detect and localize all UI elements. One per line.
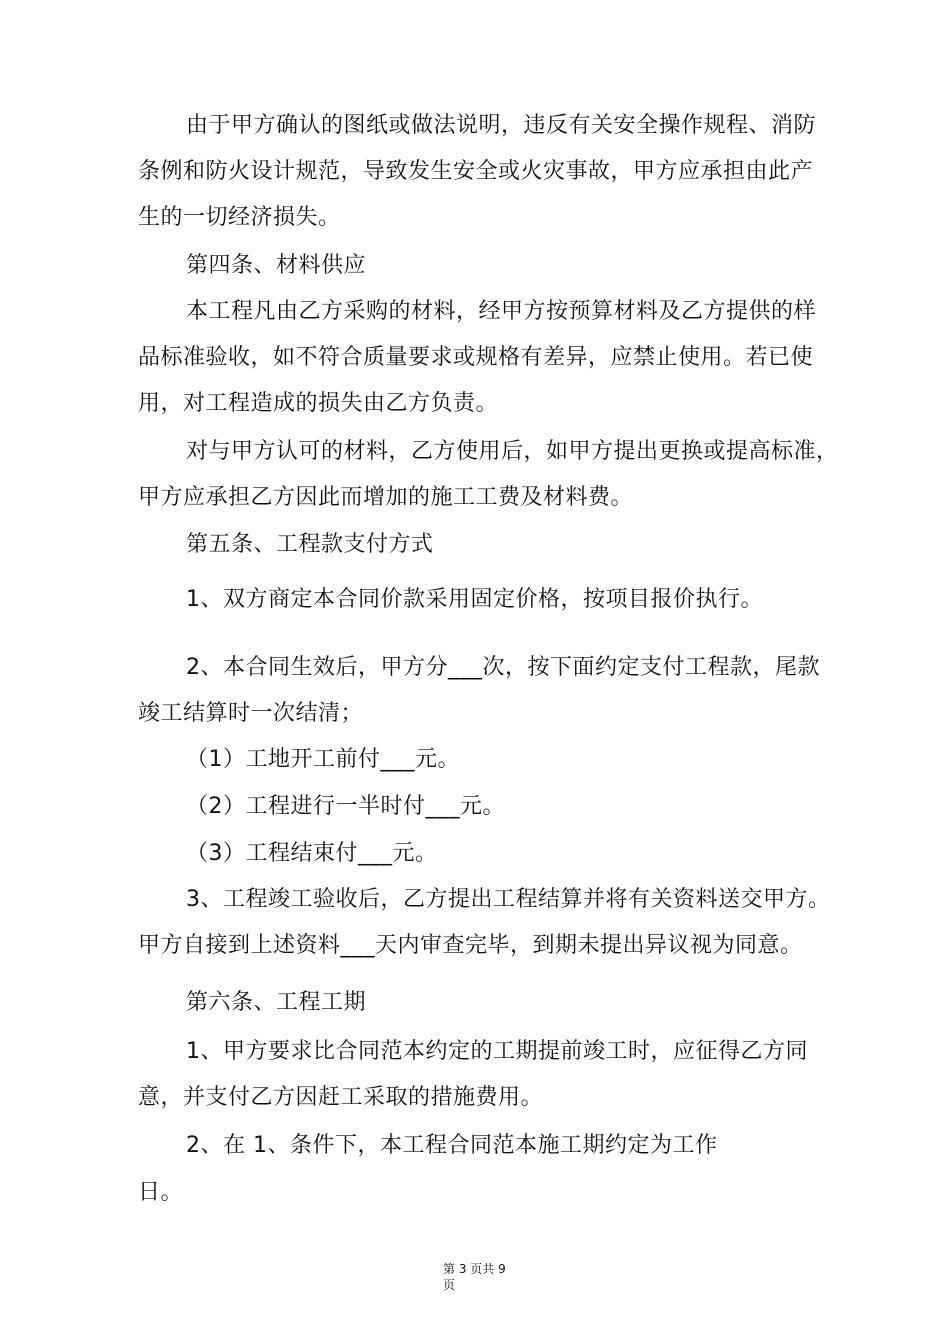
page-number: 第 3 页共 9 [443, 1262, 506, 1276]
paragraph-line: 1、双方商定本合同价款采用固定价格，按项目报价执行。 [186, 587, 763, 612]
paragraph-line: 意，并支付乙方因赶工采取的措施费用。 [138, 1085, 544, 1110]
paragraph-line: 对与甲方认可的材料，乙方使用后，如甲方提出更换或提高标准， [186, 439, 839, 464]
paragraph-line: 用，对工程造成的损失由乙方负责。 [138, 391, 499, 416]
paragraph-line: 3、工程竣工验收后，乙方提出工程结算并将有关资料送交甲方。 [186, 887, 831, 912]
section-heading: 第六条、工程工期 [186, 990, 367, 1015]
paragraph-line: 2、本合同生效后，甲方分___次，按下面约定支付工程款，尾款 [186, 655, 820, 680]
page-number-continued: 页 [443, 1278, 456, 1292]
paragraph-line: 日。 [138, 1180, 184, 1205]
paragraph-line: 竣工结算时一次结清； [138, 701, 364, 726]
paragraph-line: 本工程凡由乙方采购的材料，经甲方按预算材料及乙方提供的样 [186, 299, 817, 324]
paragraph-line: 生的一切经济损失。 [138, 205, 341, 230]
list-item: （3）工程结束付___元。 [186, 841, 438, 866]
paragraph-line: 条例和防火设计规范，导致发生安全或火灾事故，甲方应承担由此产 [138, 159, 814, 184]
paragraph-line: 甲方应承担乙方因此而增加的施工工费及材料费。 [138, 485, 634, 510]
paragraph-line: 1、甲方要求比合同范本约定的工期提前竣工时，应征得乙方同 [186, 1039, 808, 1064]
paragraph-line: 甲方自接到上述资料___天内审查完毕，到期未提出异议视为同意。 [138, 933, 803, 958]
list-item: （2）工程进行一半时付___元。 [186, 794, 505, 819]
section-heading: 第四条、材料供应 [186, 253, 367, 278]
section-heading: 第五条、工程款支付方式 [186, 532, 434, 557]
paragraph-line: 2、在 1、条件下，本工程合同范本施工期约定为工作 [186, 1133, 718, 1158]
list-item: （1）工地开工前付___元。 [186, 747, 460, 772]
paragraph-line: 由于甲方确认的图纸或做法说明，违反有关安全操作规程、消防 [186, 113, 817, 138]
paragraph-line: 品标准验收，如不符合质量要求或规格有差异，应禁止使用。若已使 [138, 345, 814, 370]
